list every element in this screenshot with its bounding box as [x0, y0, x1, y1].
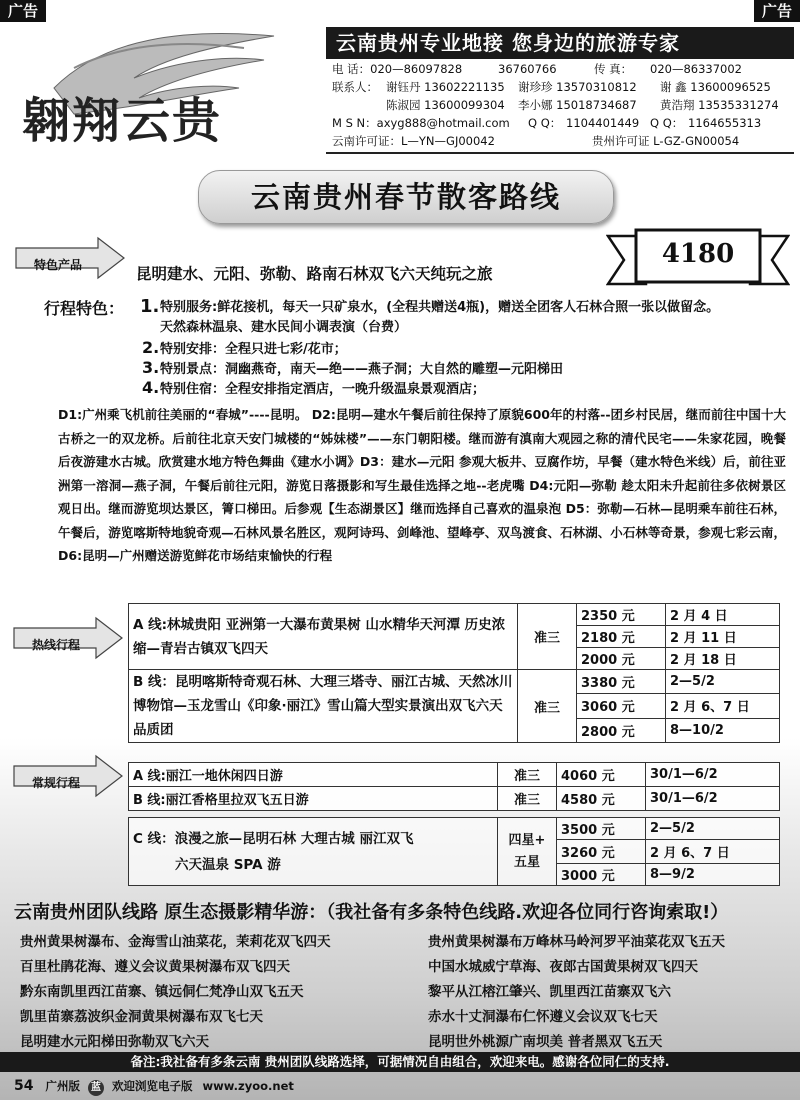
list-item: 贵州黄果树瀑布万峰林马岭河罗平油菜花双飞五天	[428, 934, 725, 950]
list-item: 赤水十丈洞瀑布仁怀遵义会议双飞七天	[428, 1009, 658, 1025]
yunnan-permit: 云南许可证：L—YN—GJ00042	[332, 134, 495, 148]
contact: 陈淑园 13600099304	[386, 98, 505, 112]
route-date: 8—9/2	[646, 864, 780, 886]
guizhou-permit: 贵州许可证 L-GZ-GN00054	[592, 134, 740, 148]
hot-routes-table	[128, 603, 780, 743]
group-heading: 云南贵州团队线路 原生态摄影精华游：（我社备有多条特色线路.欢迎各位同行咨询索取!）	[14, 902, 729, 923]
route-date: 2 月 6、7 日	[646, 840, 780, 864]
route-price: 4060 元	[557, 763, 646, 787]
route-price: 2000 元	[577, 648, 666, 670]
route-date: 30/1—6/2	[646, 763, 780, 787]
qq-2: 1164655313	[688, 116, 762, 130]
features-label: 行程特色：	[44, 299, 125, 318]
itinerary-text: D1:广州乘飞机前往美丽的“春城”----昆明。 D2:昆明—建水午餐后前往保持了原貌600年的村落--团乡村民居，继而前往中国十大古桥之一的双龙桥。后前往北京天安门城楼的“姊妹楼”——东门朝阳楼。继而游有滇南大观园之称的清代民宅——朱家花园，晚餐后夜游建水古城。欣赏建水地方特色舞曲《建水小调》D3：建水—元阳 参观大板井、豆腐作坊，早餐（建水特色米线）后，前往亚洲第一溶洞—燕子洞，午餐后前往元阳，游览日落摄影和写生最佳选择之地--老虎嘴 D4:元阳—弥勒 趁太阳未升起前往多依树景区观日出。继而游览坝达景区，箐口梯田。后参观【生态湖景区】继而选择自己喜欢的温泉泡 D5：弥勒—石林—昆明乘车前往石林，午餐后，游览喀斯特地貌奇观—石林风景名胜区，观阿诗玛、剑峰池、望峰亭、双鸟渡食、石林湖、小石林等奇景，参观七彩云南，D6:昆明—广州赠送游览鲜花市场结束愉快的行程	[58, 407, 786, 563]
contact: 谢钰丹 13602221135	[386, 80, 505, 94]
contact: 黄浩翔 13535331274	[660, 98, 779, 112]
route-desc	[129, 818, 498, 886]
ad-label-right: 广告	[754, 0, 800, 22]
feature-text: 天然森林温泉、建水民间小调表演（台费）	[160, 320, 408, 335]
msn: axyg888@hotmail.com	[376, 116, 510, 130]
feature-num: 1.	[140, 296, 160, 317]
route-date: 2 月 4 日	[666, 604, 780, 626]
header-divider	[326, 152, 794, 154]
note-bar: 备注:我社备有多条云南 贵州团队线路选择，可据情况自由组合，欢迎来电。感谢各位同仁的支持.	[0, 1052, 800, 1072]
c-route-table	[128, 817, 780, 886]
list-item: 贵州黄果树瀑布、金海雪山油菜花，茉莉花双飞四天	[20, 934, 331, 950]
route-price: 3380 元	[577, 670, 666, 694]
featured-route: 昆明建水、元阳、弥勒、路南石林双飞六天纯玩之旅	[136, 265, 493, 283]
list-item: 昆明世外桃源广南坝美 普者黑双飞五天	[428, 1034, 663, 1050]
route-date: 2 月 6、7 日	[666, 694, 780, 718]
phone-1: 020—86097828	[370, 62, 463, 76]
page-title: 云南贵州春节散客路线	[198, 170, 614, 224]
route-desc-line: C 线：浪漫之旅—昆明石林 大理古城 丽江双飞	[133, 830, 414, 847]
footer	[14, 1078, 294, 1096]
edition: 广州版	[45, 1079, 80, 1093]
route-price: 3500 元	[557, 818, 646, 840]
route-grade: 准三	[518, 670, 577, 743]
route-desc: B 线：昆明喀斯特奇观石林、大理三塔寺、丽江古城、天然冰川博物馆—玉龙雪山《印象·丽江》雪山篇大型实景演出双飞六天品质团	[129, 670, 518, 743]
route-desc: A 线:丽江一地休闲四日游	[129, 763, 498, 787]
hot-tag: 热线行程	[31, 638, 80, 652]
regular-tag: 常规行程	[31, 776, 80, 790]
route-grade: 准三	[518, 604, 577, 670]
route-grade: 准三	[498, 787, 557, 811]
msn-label: M S N：	[332, 116, 377, 130]
route-grade-line: 五星	[513, 854, 540, 870]
regular-routes-table	[128, 762, 780, 811]
list-item: 黔东南凯里西江苗寨、镇远侗仁梵净山双飞五天	[20, 984, 304, 1000]
contact: 谢 鑫 13600096525	[660, 80, 771, 94]
featured-tag: 特色产品	[33, 258, 82, 272]
contact-block	[326, 60, 794, 152]
qq-label: Q Q：	[650, 116, 684, 130]
route-date: 2 月 18 日	[666, 648, 780, 670]
list-item: 百里杜鹃花海、遵义会议黄果树瀑布双飞四天	[20, 959, 290, 975]
featured-price: 4180	[661, 239, 735, 269]
route-price: 3000 元	[557, 864, 646, 886]
feature-text: 特别服务:鲜花接机，每天一只矿泉水，(全程共赠送4瓶)，赠送全团客人石林合照一张以做留念。	[160, 300, 720, 315]
route-date: 2 月 11 日	[666, 626, 780, 648]
contacts-label: 联系人：	[332, 80, 378, 94]
route-date: 8—10/2	[666, 718, 780, 742]
welcome-text: 欢迎浏览电子版	[112, 1079, 193, 1093]
list-item: 黎平从江榕江肇兴、凯里西江苗寨双飞六	[428, 984, 671, 1000]
route-grade	[498, 818, 557, 886]
route-price: 3260 元	[557, 840, 646, 864]
route-desc-line: 六天温泉 SPA 游	[175, 856, 281, 873]
qq-label: Q Q：	[528, 116, 562, 130]
list-item: 中国水城威宁草海、夜郎古国黄果树双飞四天	[428, 959, 698, 975]
ad-label-left: 广告	[0, 0, 46, 22]
route-price: 2350 元	[577, 604, 666, 626]
qq-1: 1104401449	[566, 116, 640, 130]
page-number: 54	[14, 1078, 34, 1094]
list-item: 凯里苗寨荔波织金洞黄果树瀑布双飞七天	[20, 1009, 263, 1025]
feature-text: 特别住宿：全程安排指定酒店，一晚升级温泉景观酒店；	[160, 382, 486, 397]
group-list-left	[20, 930, 331, 1055]
fax: 020—86337002	[650, 62, 742, 76]
site-url[interactable]: www.zyoo.net	[202, 1079, 294, 1093]
fax-label: 传 真：	[594, 62, 633, 76]
route-price: 3060 元	[577, 694, 666, 718]
route-grade-line: 四星+	[508, 832, 546, 848]
feature-num: 3.	[142, 358, 160, 377]
route-price: 2800 元	[577, 718, 666, 742]
route-price: 4580 元	[557, 787, 646, 811]
route-date: 2—5/2	[666, 670, 780, 694]
logo-text: 翱翔云贵	[22, 93, 223, 149]
route-grade: 准三	[498, 763, 557, 787]
route-date: 30/1—6/2	[646, 787, 780, 811]
phone-label: 电 话：	[332, 62, 371, 76]
feature-num: 4.	[142, 378, 160, 397]
contact: 李小娜 15018734687	[518, 98, 637, 112]
feature-text: 特别安排：全程只进七彩/花市；	[160, 342, 347, 357]
slogan-bar: 云南贵州专业地接 您身边的旅游专家	[326, 27, 794, 59]
route-date: 2—5/2	[646, 818, 780, 840]
route-desc: B 线:丽江香格里拉双飞五日游	[129, 787, 498, 811]
route-desc: A 线:林城贵阳 亚洲第一大瀑布黄果树 山水精华天河潭 历史浓缩—青岩古镇双飞四天	[129, 604, 518, 670]
feature-text: 特别景点：洞幽燕奇，南天—绝——燕子洞；大自然的雕塑—元阳梯田	[160, 362, 564, 377]
phone-2: 36760766	[498, 62, 557, 76]
feature-num: 2.	[142, 338, 160, 357]
route-price: 2180 元	[577, 626, 666, 648]
badge-icon: 蓝	[88, 1080, 104, 1096]
list-item: 昆明建水元阳梯田弥勒双飞六天	[20, 1034, 209, 1050]
contact: 谢珍珍 13570310812	[518, 80, 637, 94]
group-list-right	[428, 930, 725, 1055]
